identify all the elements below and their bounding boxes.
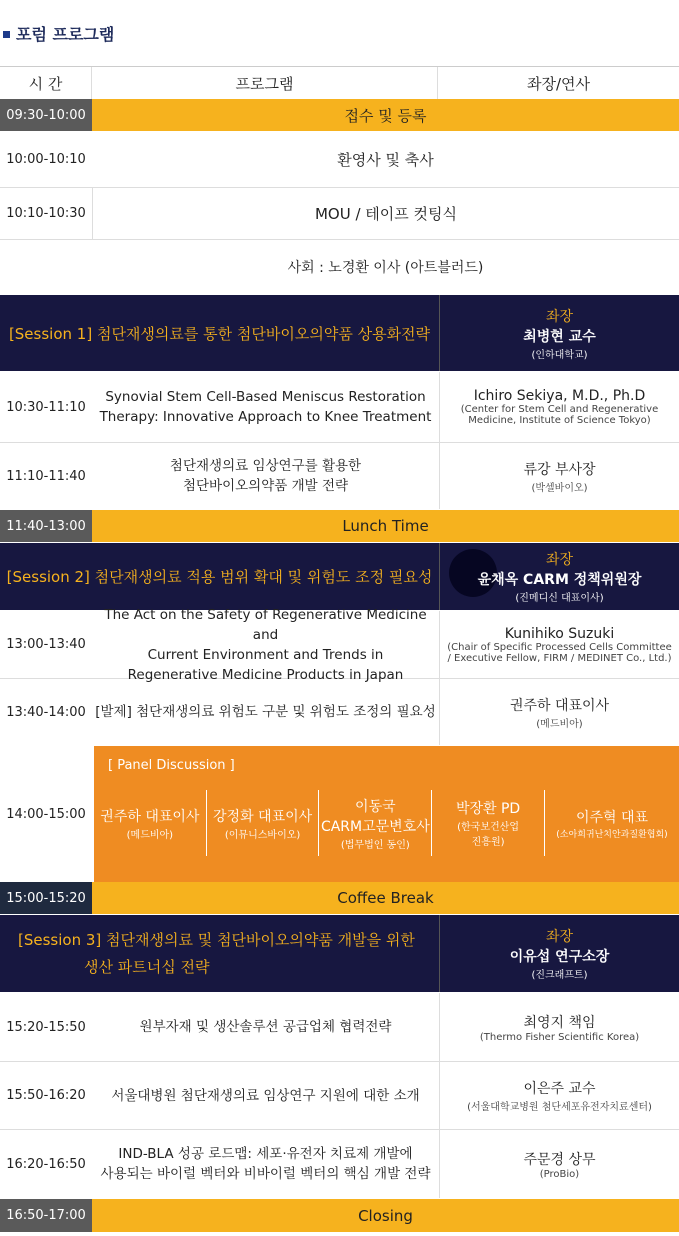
speaker-name: 주문경 상무 (523, 1151, 596, 1168)
program-title: 첨단재생의료 임상연구를 활용한 첨단바이오의약품 개발 전략 (92, 443, 440, 509)
col-program: 프로그램 (92, 67, 438, 99)
program-title: Lunch Time (92, 510, 679, 542)
panelist: 권주하 대표이사 (메드비아) (94, 790, 207, 856)
speaker-name: 최영지 책임 (523, 1014, 596, 1031)
row-talk-2 (0, 443, 679, 509)
program-title: IND-BLA 성공 로드맵: 세포·유전자 치료제 개발에 사용되는 바이럴 벡터와 비바이럴 벡터의 핵심 개발 전략 (92, 1130, 440, 1198)
row-welcome (0, 131, 679, 188)
program-title: 서울대병원 첨단재생의료 임상연구 지원에 대한 소개 (92, 1062, 440, 1129)
row-talk-6 (0, 1062, 679, 1130)
program-title: MOU / 테이프 컷팅식 (92, 187, 679, 239)
chair-name: 윤채옥 CARM 정책위원장 (477, 572, 642, 588)
speaker: 권주하 대표이사 (메드비아) (440, 679, 679, 745)
chair (440, 915, 679, 992)
col-time: 시 간 (0, 67, 92, 99)
table-header (0, 66, 679, 100)
panelist-list (94, 790, 679, 856)
row-talk-1 (0, 372, 679, 443)
panelist: 이동국 CARM고문변호사 (법무법인 동인) (319, 790, 432, 856)
speaker: 류강 부사장 (박셀바이오) (440, 443, 679, 509)
panelist: 강정화 대표이사 (이뮤니스바이오) (207, 790, 320, 856)
square-bullet-icon (3, 31, 10, 38)
row-panel (0, 746, 679, 882)
speaker-name: 권주하 대표이사 (509, 697, 610, 714)
time-label: 09:30-10:00 (0, 99, 92, 131)
time-label: 10:30-11:10 (6, 399, 86, 415)
speaker-name: 이은주 교수 (523, 1081, 596, 1097)
session-1-header (0, 295, 679, 371)
panelist: 박장환 PD (한국보건산업 진흥원) (432, 790, 545, 856)
session-title: [Session 3] 첨단재생의료 및 첨단바이오의약품 개발을 위한 생산 파트너십 전략 (0, 915, 440, 992)
row-registration (0, 99, 679, 131)
program-title: 접수 및 등록 (92, 99, 679, 131)
speaker: Ichiro Sekiya, M.D., Ph.D (Center for Stem Cell and Regenerative Medicine, Institute of Science Tokyo) (460, 388, 659, 426)
chair-org: (진메디신 대표이사) (515, 593, 604, 604)
row-talk-7 (0, 1130, 679, 1198)
chair-name: 최병현 교수 (523, 328, 596, 345)
program-title: [발제] 첨단재생의료 위험도 구분 및 위험도 조정의 필요성 (92, 679, 440, 745)
speaker: 최영지 책임 (Thermo Fisher Scientific Korea) (440, 993, 679, 1061)
chair-label: 좌장 (545, 552, 574, 568)
speaker-name: 류강 부사장 (523, 461, 596, 478)
chair-name: 이유섭 연구소장 (509, 949, 610, 965)
time-label: 16:50-17:00 (0, 1199, 92, 1232)
time-label: 11:40-13:00 (0, 510, 92, 542)
chair-org: (인하대학교) (531, 349, 588, 361)
chair-label: 좌장 (545, 308, 574, 325)
panel-box (94, 746, 679, 882)
time-label: 15:00-15:20 (0, 882, 92, 914)
time-label: 13:00-13:40 (6, 637, 86, 652)
col-speaker: 좌장/연사 (526, 74, 590, 93)
row-mou (0, 187, 679, 240)
program-title: Coffee Break (92, 882, 679, 914)
session-title: [Session 2] 첨단재생의료 적용 범위 확대 및 위험도 조정 필요성 (0, 543, 440, 610)
session-3-header (0, 915, 679, 992)
row-closing (0, 1199, 679, 1232)
time-label: 15:20-15:50 (6, 1019, 86, 1035)
chair (440, 543, 679, 610)
time-label: 16:20-16:50 (6, 1156, 86, 1172)
time-label: 14:00-15:00 (6, 806, 86, 822)
mc-label: 사회 : 노경환 이사 (아트블러드) (287, 260, 484, 276)
time-label: 10:00-10:10 (6, 151, 86, 167)
session-title: [Session 1] 첨단재생의료를 통한 첨단바이오의약품 상용화전략 (0, 295, 440, 371)
time-label: 13:40-14:00 (6, 704, 86, 720)
speaker-name: Kunihiko Suzuki (504, 625, 615, 642)
row-talk-4 (0, 679, 679, 745)
speaker: Kunihiko Suzuki (Chair of Specific Processed Cells Committee / Executive Fellow, FIRM / MEDINET Co., Ltd.) (447, 625, 672, 664)
row-mc (0, 240, 679, 294)
session-2-header (0, 543, 679, 610)
speaker: 이은주 교수 (서울대학교병원 첨단세포유전자치료센터) (440, 1062, 679, 1129)
program-title: Closing (92, 1199, 679, 1232)
row-talk-3 (0, 606, 679, 683)
time-label: 10:10-10:30 (6, 205, 86, 221)
time-label: 11:10-11:40 (6, 468, 86, 484)
chair (440, 295, 679, 371)
panel-label: [ Panel Discussion ] (108, 758, 235, 773)
program-title: Synovial Stem Cell-Based Meniscus Restoration Therapy: Innovative Approach to Knee Treatment (92, 372, 440, 442)
chair-label: 좌장 (545, 929, 574, 945)
program-title: 환영사 및 축사 (337, 150, 434, 169)
speaker: 주문경 상무 (ProBio) (440, 1130, 679, 1198)
speaker-name: Ichiro Sekiya, M.D., Ph.D (473, 388, 646, 404)
panelist: 이주혁 대표 (소아희귀난치안과질환협회) (556, 809, 668, 840)
program-title: The Act on the Safety of Regenerative Medicine and Current Environment and Trends in Regenerative Medicine Products in Japan (92, 611, 440, 678)
row-coffee (0, 882, 679, 914)
program-title: 원부자재 및 생산솔루션 공급업체 협력전략 (92, 993, 440, 1061)
row-lunch (0, 510, 679, 542)
page-title: 포럼 프로그램 (0, 22, 114, 48)
chair-org: (진크래프트) (531, 970, 588, 981)
time-label: 15:50-16:20 (6, 1088, 86, 1103)
row-talk-5 (0, 993, 679, 1062)
